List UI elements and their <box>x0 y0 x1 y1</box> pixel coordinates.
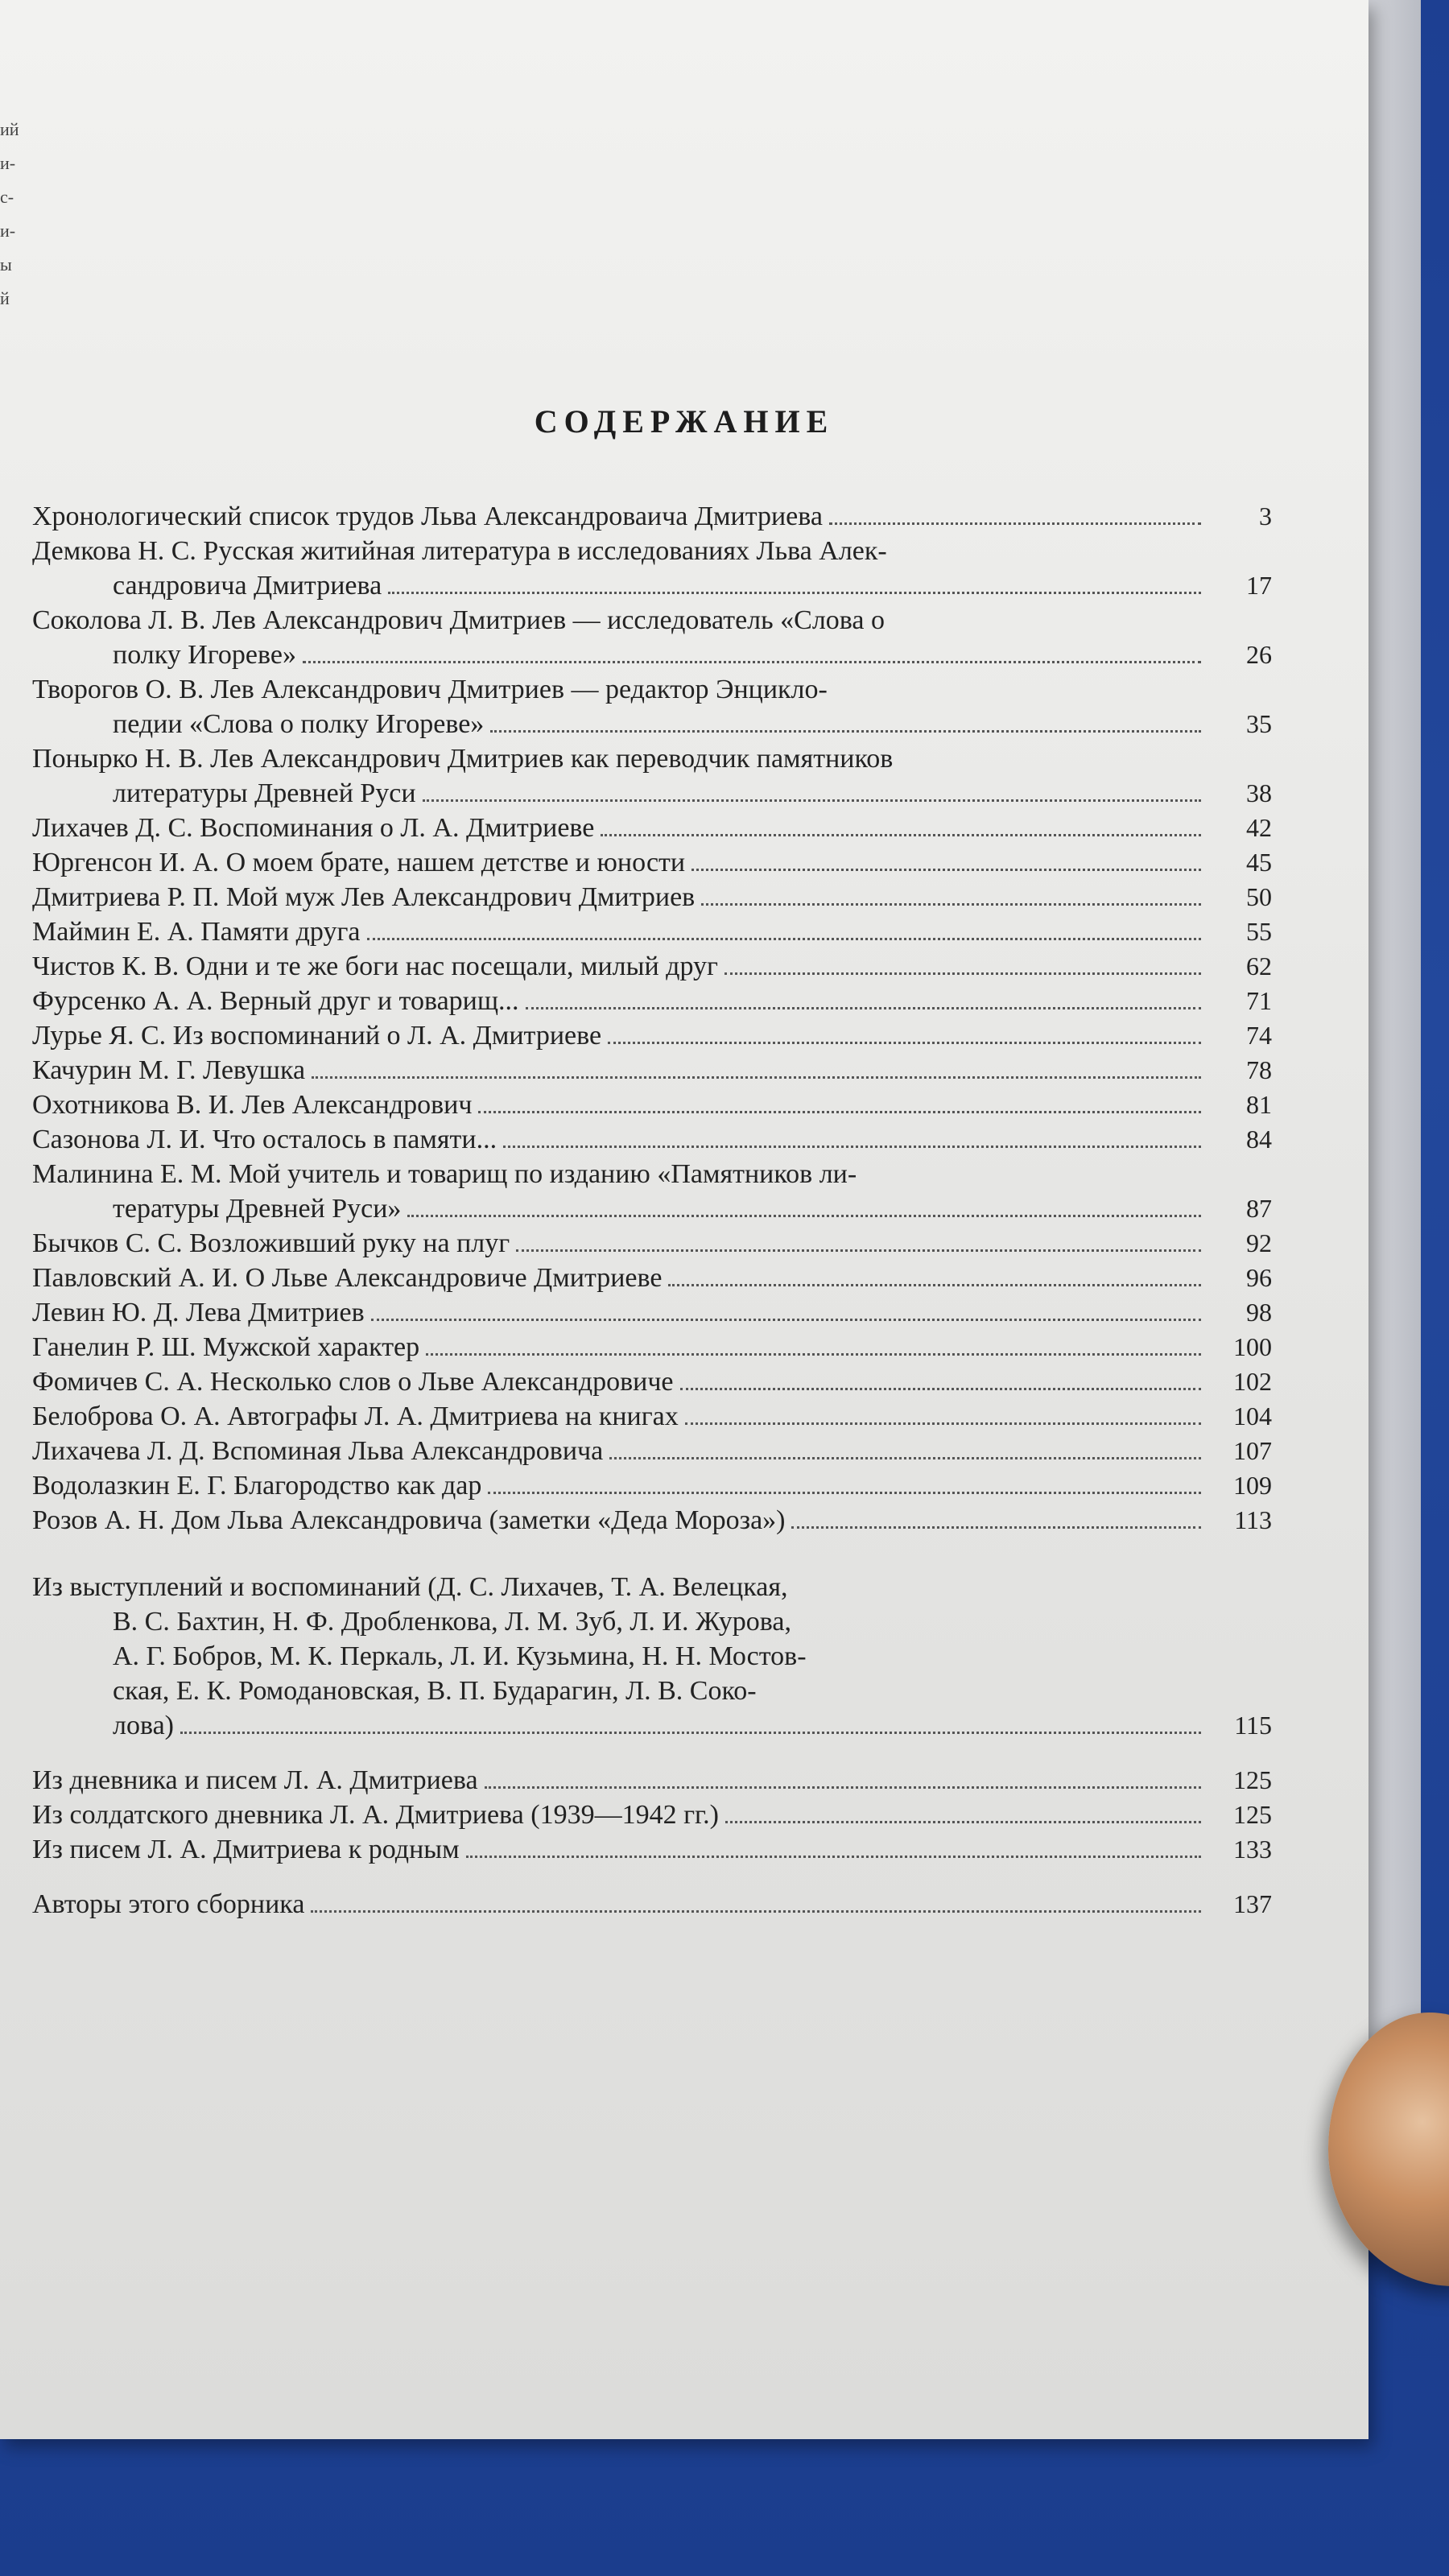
toc-entry <box>32 914 1272 949</box>
toc-entry <box>32 1018 1272 1053</box>
toc-entry <box>32 880 1272 914</box>
fragment-line: и- <box>0 221 16 241</box>
toc-entry <box>32 1763 1272 1798</box>
toc-entry-title: Чистов К. В. Одни и те же боги нас посещали, милый друг <box>32 952 718 981</box>
toc-entry <box>32 1468 1272 1503</box>
toc-entry <box>32 1364 1272 1399</box>
toc-entry-page: 62 <box>1246 952 1272 980</box>
toc-entry-title: Белоброва О. А. Автографы Л. А. Дмитриева на книгах <box>32 1402 679 1431</box>
toc-entry-title: Юргенсон И. А. О моем брате, нашем детстве и юности <box>32 848 686 877</box>
dot-leader <box>371 1319 1201 1321</box>
toc-entry-page: 42 <box>1246 813 1272 842</box>
toc-entry-title: Авторы этого сборника <box>32 1889 305 1919</box>
toc-entry-page: 100 <box>1233 1332 1272 1361</box>
toc-entry-page: 115 <box>1234 1711 1272 1740</box>
previous-page-fragment <box>0 113 23 316</box>
toc-entry-title: Творогов О. В. Лев Александрович Дмитриев — редактор Энцикло- <box>32 675 828 704</box>
dot-leader <box>478 1111 1201 1113</box>
toc-entry-title: Из дневника и писем Л. А. Дмитриева <box>32 1765 478 1795</box>
toc-entry-title: Понырко Н. В. Лев Александрович Дмитриев как переводчик памятников <box>32 744 894 774</box>
toc-entry-title: Соколова Л. В. Лев Александрович Дмитриев — исследователь «Слова о <box>32 605 885 635</box>
toc-entry-title: Из выступлений и воспоминаний (Д. С. Лихачев, Т. А. Велецкая, <box>32 1572 788 1602</box>
toc-entry <box>32 811 1272 845</box>
toc-entry-title-cont: А. Г. Бобров, М. К. Перкаль, Л. И. Кузьмина, Н. Н. Мостов- <box>113 1641 807 1671</box>
toc-entry-page: 104 <box>1233 1402 1272 1430</box>
dot-leader <box>685 1422 1201 1425</box>
toc-entry <box>32 534 1272 603</box>
toc-entry-page: 102 <box>1233 1367 1272 1396</box>
dot-leader <box>303 661 1201 663</box>
toc-entry <box>32 1226 1272 1261</box>
toc-entry <box>32 1261 1272 1295</box>
toc-entry <box>32 1503 1272 1538</box>
fragment-line: й <box>0 288 10 308</box>
page-title: СОДЕРЖАНИЕ <box>534 403 835 440</box>
toc-entry-title: Водолазкин Е. Г. Благородство как дар <box>32 1471 482 1501</box>
fragment-line: ий <box>0 119 19 139</box>
dot-leader <box>725 1821 1201 1823</box>
fragment-line: с- <box>0 187 14 207</box>
toc-entry-title: Бычков С. С. Возложивший руку на плуг <box>32 1228 510 1258</box>
toc-entry-title: Фомичев С. А. Несколько слов о Льве Александровиче <box>32 1367 674 1397</box>
dot-leader <box>601 834 1201 836</box>
toc-entry-page: 125 <box>1233 1800 1272 1829</box>
toc-entry <box>32 1122 1272 1157</box>
toc-entry-page: 96 <box>1246 1263 1272 1292</box>
toc-entry <box>32 1157 1272 1226</box>
toc-entry-title-cont: тературы Древней Руси» <box>113 1194 402 1224</box>
toc-entry-page: 74 <box>1246 1021 1272 1050</box>
toc-entry-title: Павловский А. И. О Льве Александровиче Дмитриеве <box>32 1263 663 1293</box>
toc-entry-page: 81 <box>1246 1090 1272 1119</box>
toc-entry-title: Демкова Н. С. Русская житийная литература в исследованиях Льва Алек- <box>32 536 887 566</box>
toc-entry-page: 17 <box>1246 571 1272 600</box>
toc-entry <box>32 1088 1272 1122</box>
dot-leader <box>829 522 1201 525</box>
toc-entry <box>32 1330 1272 1364</box>
toc-entry <box>32 984 1272 1018</box>
toc-entry-title: Розов А. Н. Дом Льва Александровича (заметки «Деда Мороза») <box>32 1505 786 1535</box>
dot-leader <box>488 1492 1201 1494</box>
toc-entry-title-cont: сандровича Дмитриева <box>113 571 382 601</box>
toc-entry-title-cont: В. С. Бахтин, Н. Ф. Дробленкова, Л. М. Зуб, Л. И. Журова, <box>113 1607 791 1637</box>
toc-entry-page: 107 <box>1233 1436 1272 1465</box>
dot-leader <box>388 592 1201 594</box>
dot-leader <box>609 1457 1201 1459</box>
toc-entry-page: 26 <box>1246 640 1272 669</box>
dot-leader <box>608 1042 1201 1044</box>
toc-entry <box>32 1798 1272 1832</box>
dot-leader <box>526 1007 1201 1009</box>
dot-leader <box>668 1284 1201 1286</box>
toc-entry-title: Сазонова Л. И. Что осталось в памяти... <box>32 1125 497 1154</box>
dot-leader <box>466 1856 1201 1858</box>
dot-leader <box>701 903 1201 906</box>
toc-entry-title: Фурсенко А. А. Верный друг и товарищ... <box>32 986 519 1016</box>
toc-entry-page: 35 <box>1246 709 1272 738</box>
dot-leader <box>680 1388 1201 1390</box>
toc-entry-page: 109 <box>1233 1471 1272 1500</box>
dot-leader <box>724 972 1201 975</box>
toc-entry <box>32 1053 1272 1088</box>
toc-entry <box>32 672 1272 741</box>
toc-entry-title: Малинина Е. М. Мой учитель и товарищ по изданию «Памятников ли- <box>32 1159 857 1189</box>
toc-entry <box>32 499 1272 534</box>
dot-leader <box>426 1353 1201 1356</box>
toc-entry <box>32 845 1272 880</box>
toc-entry <box>32 1832 1272 1867</box>
toc-entry-title: Из писем Л. А. Дмитриева к родным <box>32 1835 460 1864</box>
toc-entry <box>32 949 1272 984</box>
toc-entry-page: 50 <box>1246 882 1272 911</box>
toc-entry-page: 55 <box>1246 917 1272 946</box>
toc-entry-title: Ганелин Р. Ш. Мужской характер <box>32 1332 420 1362</box>
toc-entry-title-cont: литературы Древней Руси <box>113 778 416 808</box>
dot-leader <box>312 1076 1201 1079</box>
dot-leader <box>691 869 1201 871</box>
toc-entry-title: Лурье Я. С. Из воспоминаний о Л. А. Дмитриеве <box>32 1021 602 1051</box>
toc-entry-page: 133 <box>1233 1835 1272 1864</box>
toc-entry-page: 92 <box>1246 1228 1272 1257</box>
toc-entry <box>32 603 1272 672</box>
toc-entry <box>32 741 1272 811</box>
dot-leader <box>503 1146 1201 1148</box>
toc-entry-page: 125 <box>1233 1765 1272 1794</box>
toc-entry-title: Лихачева Л. Д. Вспоминая Льва Александровича <box>32 1436 604 1466</box>
toc-entry <box>32 1399 1272 1434</box>
toc-entry <box>32 1295 1272 1330</box>
toc-entry-title: Качурин М. Г. Левушка <box>32 1055 306 1085</box>
dot-leader <box>367 938 1202 940</box>
toc-entry-page: 3 <box>1259 502 1272 530</box>
toc-entry-title: Левин Ю. Д. Лева Дмитриев <box>32 1298 365 1327</box>
toc-entry-page: 84 <box>1246 1125 1272 1154</box>
toc-entry-page: 78 <box>1246 1055 1272 1084</box>
toc-entry-page: 71 <box>1246 986 1272 1015</box>
toc-entry-title: Маймин Е. А. Памяти друга <box>32 917 361 947</box>
toc-entry-title-cont: лова) <box>113 1711 174 1740</box>
toc-entry-page: 98 <box>1246 1298 1272 1327</box>
fragment-line: и- <box>0 153 16 173</box>
toc-entry-page: 38 <box>1246 778 1272 807</box>
dot-leader <box>311 1910 1201 1913</box>
fragment-line: ы <box>0 254 12 275</box>
toc-entry-page: 113 <box>1234 1505 1272 1534</box>
toc-entry-page: 45 <box>1246 848 1272 877</box>
toc-entry-title: Лихачев Д. С. Воспоминания о Л. А. Дмитриеве <box>32 813 595 843</box>
toc-entry <box>32 1887 1272 1922</box>
table-of-contents <box>32 499 1272 1922</box>
toc-entry-title: Охотникова В. И. Лев Александрович <box>32 1090 473 1120</box>
dot-leader <box>490 730 1201 733</box>
toc-entry <box>32 1434 1272 1468</box>
dot-leader <box>423 799 1201 802</box>
toc-entry-title-cont: полку Игореве» <box>113 640 296 670</box>
toc-entry-title: Хронологический список трудов Льва Александроваича Дмитриева <box>32 502 823 531</box>
toc-entry-speeches <box>32 1570 1272 1743</box>
toc-entry-page: 137 <box>1233 1889 1272 1918</box>
dot-leader <box>516 1249 1201 1252</box>
toc-entry-title-cont: ская, Е. К. Ромодановская, В. П. Бударагин, Л. В. Соко- <box>113 1676 757 1706</box>
toc-entry-page: 87 <box>1246 1194 1272 1223</box>
dot-leader <box>180 1732 1201 1734</box>
toc-entry-title-cont: педии «Слова о полку Игореве» <box>113 709 485 739</box>
dot-leader <box>485 1786 1201 1789</box>
toc-entry-title: Дмитриева Р. П. Мой муж Лев Александрович Дмитриев <box>32 882 696 912</box>
dot-leader <box>791 1526 1201 1529</box>
dot-leader <box>407 1215 1201 1217</box>
toc-entry-title: Из солдатского дневника Л. А. Дмитриева (1939—1942 гг.) <box>32 1800 719 1830</box>
